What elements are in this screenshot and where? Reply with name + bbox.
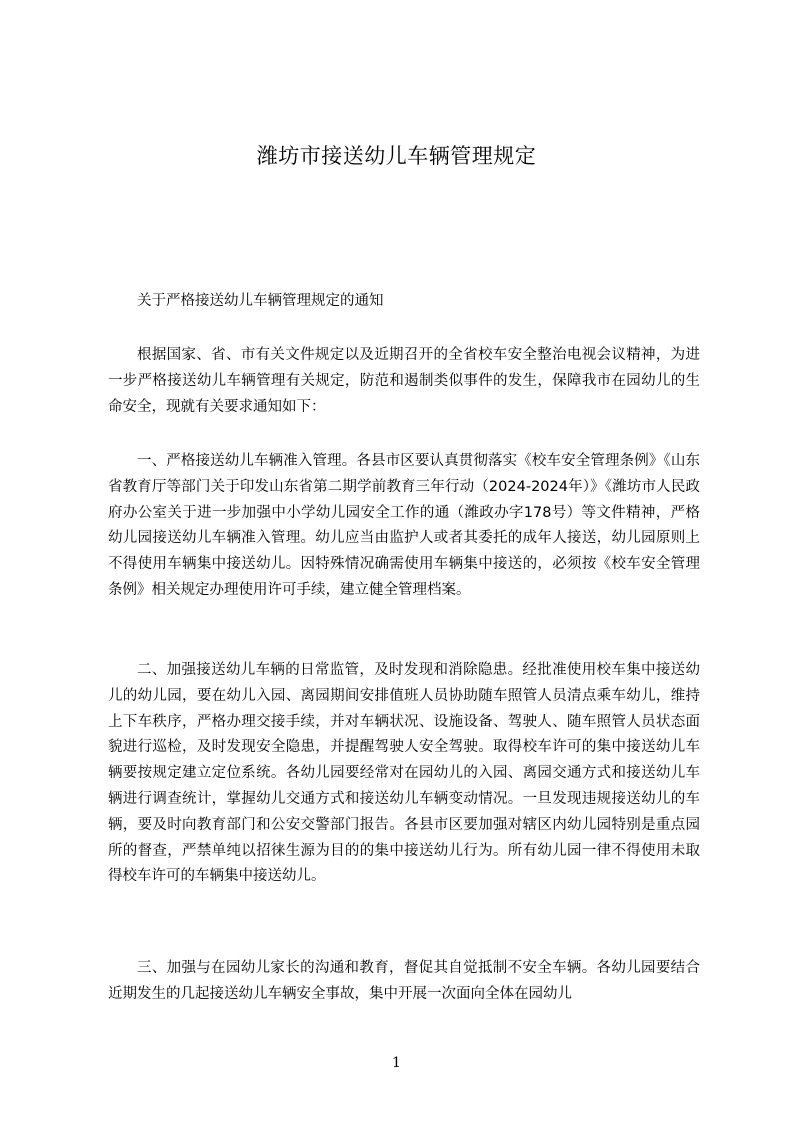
paragraph-intro: 根据国家、省、市有关文件规定以及近期召开的全省校车安全整治电视会议精神，为进一步严格接送幼儿车辆管理有关规定，防范和遏制类似事件的发生，保障我市在园幼儿的生命安全，现就有关要求通知如下： bbox=[108, 347, 700, 415]
paragraph-section-3: 三、加强与在园幼儿家长的沟通和教育，督促其自觉抵制不安全车辆。各幼儿园要结合近期发生的几起接送幼儿车辆安全事故，集中开展一次面向全体在园幼儿 bbox=[108, 960, 700, 1002]
paragraph-section-1: 一、严格接送幼儿车辆准入管理。各县市区要认真贯彻落实《校车安全管理条例》《山东省教育厅等部门关于印发山东省第二期学前教育三年行动（2024-2024年）》《潍坊市人民政府办公室关于进一步加强中小学幼儿园安全工作的通（潍政办字178号）等文件精神，严格幼儿园接送幼儿车辆准入管理。幼儿应当由监护人或者其委托的成年人接送，幼儿园原则上不得使用车辆集中接送幼儿。因特殊情况确需使用车辆集中接送的，必须按《校车安全管理条例》相关规定办理使用许可手续，建立健全管理档案。 bbox=[108, 453, 700, 598]
notice-heading: 关于严格接送幼儿车辆管理规定的通知 bbox=[137, 293, 384, 309]
paragraph-section-2: 二、加强接送幼儿车辆的日常监管，及时发现和消除隐患。经批准使用校车集中接送幼儿的幼儿园，要在幼儿入园、离园期间安排值班人员协助随车照管人员清点乘车幼儿，维持上下车秩序，严格办理交接手续，并对车辆状况、设施设备、驾驶人、随车照管人员状态面貌进行巡检，及时发现安全隐患，并提醒驾驶人安全驾驶。取得校车许可的集中接送幼儿车辆要按规定建立定位系统。各幼儿园要经常对在园幼儿的入园、离园交通方式和接送幼儿车辆进行调查统计，掌握幼儿交通方式和接送幼儿车辆变动情况。一旦发现违规接送幼儿的车辆，要及时向教育部门和公安交警部门报告。各县市区要加强对辖区内幼儿园特别是重点园所的督查，严禁单纯以招徕生源为目的的集中接送幼儿行为。所有幼儿园一律不得使用未取得校车许可的车辆集中接送幼儿。 bbox=[108, 662, 700, 885]
document-title: 潍坊市接送幼儿车辆管理规定 bbox=[256, 144, 537, 168]
page-number: 1 bbox=[392, 1055, 401, 1071]
